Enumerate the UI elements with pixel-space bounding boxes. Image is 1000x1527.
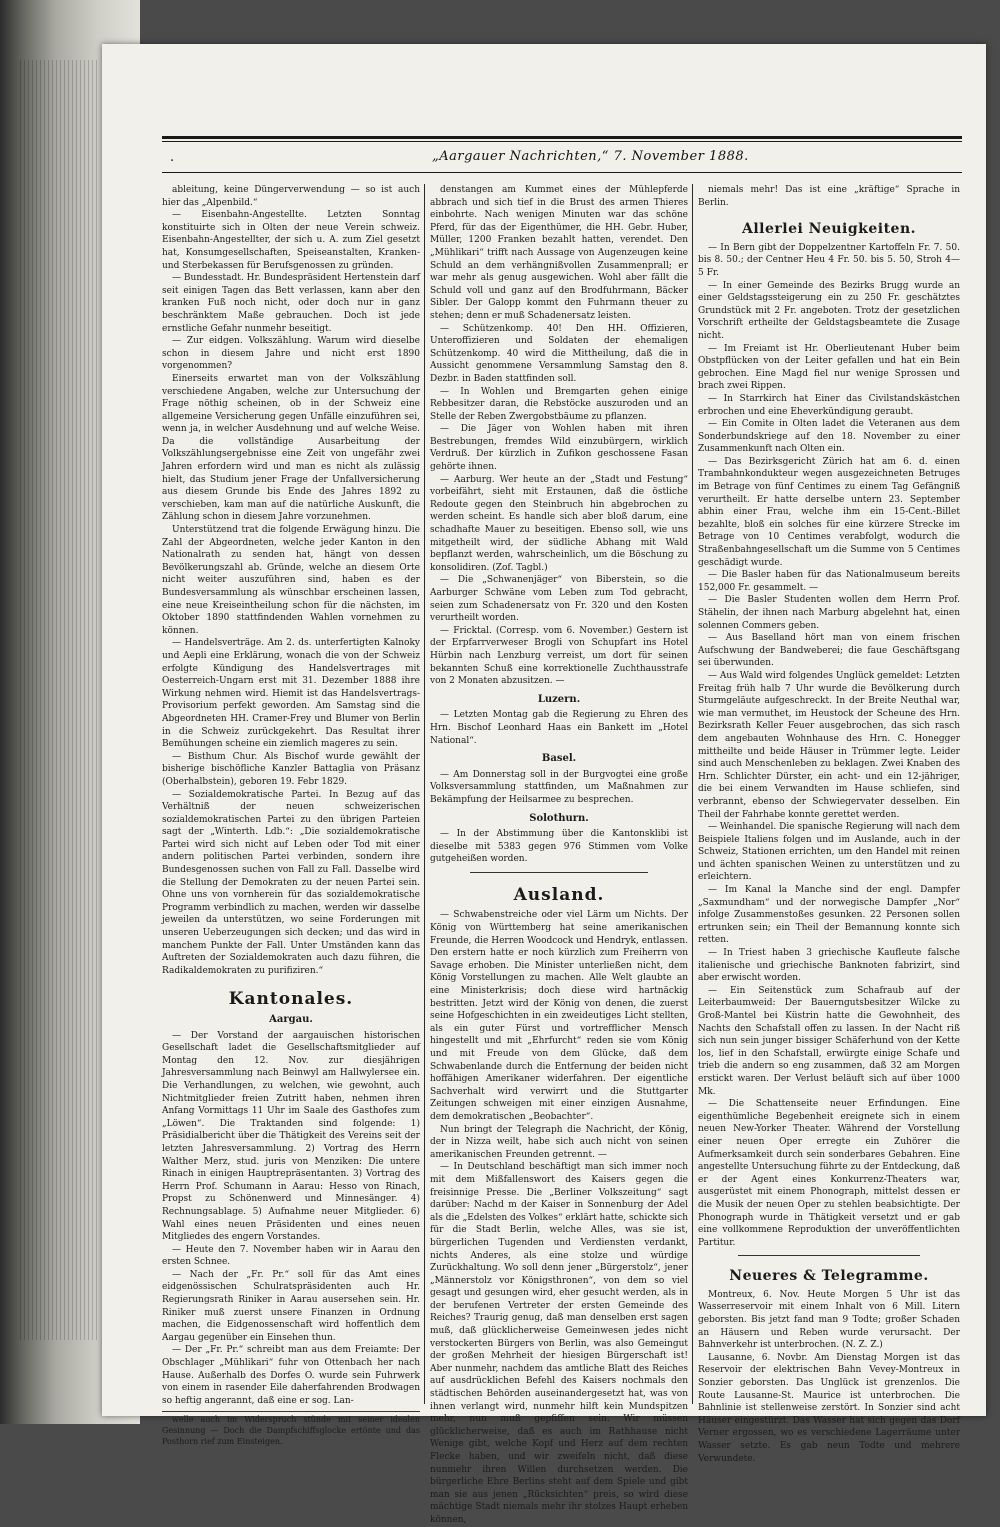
article-text: — Ein Comite in Olten ladet die Veteranen aus dem Sonderbundskriege auf den 18. November zu einer Zusammenkunft nach Olten ein. (698, 419, 960, 455)
article-text: — Der „Fr. Pr.“ schreibt man aus dem Freiamte: Der Obschlager „Mühlikari“ fuhr von Ottenbach her nach Hause. Außerhalb des Dorfes O. wurde sein Fuhrwerk von einem in rasender Eile daherfahrenden Brodwagen so heftig angerannt, daß eine er sog. Lan- (162, 1345, 420, 1406)
article-text: — Die Basler Studenten wollen dem Herrn Prof. Stähelin, der ihnen nach Marburg abgelehnt hat, einen solennen Commers geben. (698, 595, 960, 631)
article-text: — Bisthum Chur. Als Bischof wurde gewählt der bisherige bischöfliche Kanzler Battaglia von Präsanz (Oberhalbstein), geboren 19. Febr 1829. (162, 751, 420, 787)
article-text: — In Triest haben 3 griechische Kaufleute falsche italienische und griechische Banknoten fabrizirt, sind aber erwischt worden. (698, 948, 960, 984)
article-text: — Die „Schwanenjäger“ von Biberstein, so die Aarburger Schwäne vom Leben zum Tod gebracht, seien zum Schadenersatz von Fr. 320 und den Kosten verurtheilt worden. (430, 575, 688, 624)
article-text: denstangen am Kummet eines der Mühlepferde abbrach und sich tief in die Brust des armen Thieres einbohrte. Nach wenigen Minuten war das schöne Pferd, für das der Eigenthümer, die HH. Gebr. Huber, Müller, 1200 Franken bezahlt hatten, verendet. Den „Mühlikari“ trifft nach Aussage von Augenzeugen keine Schuld an dem verhängnißvollen Zusammenprall; er war mehr als genug ausgewichen. Wohl aber fällt die Schuld voll und ganz auf den Brodfuhrmann, Bäcker Sibler. Der Galopp kommt den Fuhrmann theuer zu stehen; denn er muß Schadenersatz leisten. (430, 185, 688, 321)
article-text: — Der Vorstand der aargauischen historischen Gesellschaft ladet die Gesellschaftsmitglieder auf Montag den 12. Nov. zur diesjährigen Jahresversammlung nach Beinwyl am Hallwylersee ein. Die Verhandlungen, zu welchen, wie gewohnt, auch Nichtmitglieder freien Zutritt haben, nehmen ihren Anfang Vormittags 11 Uhr im Saale des Gasthofes zum „Löwen“. Die Traktanden sind folgende: 1) Präsidialbericht über die Thätigkeit des Vereins seit der letzten Jahresversammlung. 2) Vortrag des Herrn Walther Merz, stud. juris von Menziken: Die untere Rinach in einigen Hauptrepräsentanten. 3) Vortrag des Herrn Prof. Schumann in Aarau: Hesso von Rinach, Propst zu Schönenwerd und Minnesänger. 4) Rechnungsablage. 5) Aufnahme neuer Mitglieder. 6) Wahl eines neuen Präsidenten und eines neuen Mitgliedes des engern Vorstandes. (162, 1030, 420, 1243)
article-text: — Im Freiamt ist Hr. Oberlieutenant Huber beim Obstpflücken von der Leiter gefallen und hat ein Bein gebrochen. Eine Magd fiel nur wenige Sprossen und brach zwei Rippen. (698, 343, 960, 392)
article-text: — Die Basler haben für das Nationalmuseum bereits 152,000 Fr. gesammelt. — (698, 570, 960, 593)
header-top-thin-rule (162, 141, 962, 142)
article-text: — Handelsverträge. Am 2. ds. unterfertigten Kalnoky und Aepli eine Erklärung, wonach die von der Schweiz erfolgte Kündigung des Handelsvertrages mit Oesterreich-Ungarn erst mit 31. Dezember 1888 ihre Wirkung nehmen wird. Hiemit ist das Handelsvertrags-Provisorium perfekt geworden. Am Samstag sind die Abgeordneten HH. Cramer-Frey und Blumer von Berlin in die Schweiz zurückgekehrt. Das Resultat ihrer Bemühungen scheine ein ziemlich mageres zu sein. (162, 638, 420, 750)
section-heading-allerlei: Allerlei Neuigkeiten. (741, 221, 917, 238)
article-text: — Weinhandel. Die spanische Regierung will nach dem Beispiele Italiens folgen und im Auslande, auch in der Schweiz, Stationen errichten, um den Handel mit reinen und ächten spanischen Weinen zu unterstützen und zu erleichtern. (698, 822, 960, 883)
section-heading-kantonales: Kantonales. (228, 989, 354, 1010)
article-text: — Aarburg. Wer heute an der „Stadt und Festung“ vorbeifährt, sieht mit Erstaunen, daß die östliche Redoute gegen den Steinbruch hin abgebrochen zu werden scheint. Es handle sich aber bloß darum, eine schadhafte Mauer zu beseitigen. Ebenso soll, wie uns mitgetheilt wird, der südliche Abhang mit Wald bepflanzt werden, wahrscheinlich, um die Böschung zu konsolidiren. (Zof. Tagbl.) (430, 474, 688, 573)
column-1 (162, 184, 420, 1447)
article-text: ableitung, keine Düngerverwendung — so ist auch hier das „Alpenbild.“ (162, 185, 420, 208)
section-heading-ausland: Ausland. (513, 884, 605, 905)
article-text: niemals mehr! Das ist eine „kräftige“ Sprache in Berlin. (698, 185, 960, 208)
subheading-aargau: Aargau. (269, 1014, 313, 1025)
article-text: — Schwabenstreiche oder viel Lärm um Nichts. Der König von Württemberg hat seine amerikanischen Freunde, die Herren Woodcock und Hendryk, entlassen. Den erstern hatte er noch kürzlich zum Freiherrn von Savage erhoben. Die Minister unterließen nicht, dem König Vorstellungen zu machen. Alle Welt glaubte an eine Ministerkrisis; doch diese wird hartnäckig bestritten. Jetzt wird der König von denen, die zuerst seine Hofgeschichten in ein zweideutiges Licht stellten, als ein guter Fürst und vortrefflicher Mensch hingestellt und mit „Ehrfurcht“ reden sie vom König und mit Freude von dem Glücke, daß dem Schwabenlande durch die Entfernung der beiden nicht hoffähigen Amerikaner widerfahren. Der eigentliche Sachverhalt wird verwirrt und die Stuttgarter Zeitungen schweigen mit einer einzigen Ausnahme, dem demokratischen „Beobachter“. (430, 910, 688, 1122)
column-divider (692, 184, 693, 1404)
article-text: Montreux, 6. Nov. Heute Morgen 5 Uhr ist das Wasserreservoir mit einem Inhalt von 6 Mill. Litern geborsten. Bis jetzt fand man 9 Todte; großer Schaden an Häusern und Reben wurde verursacht. Der Bahnverkehr ist unterbrochen. (N. Z. Z.) (698, 1289, 960, 1351)
article-text: — Nach der „Fr. Pr.“ soll für das Amt eines eidgenössischen Schulratspräsidenten auch Hr. Regierungsrath Riniker in Aarau ausersehen sein. Hr. Riniker muß zuerst unsere Finanzen in Ordnung machen, die Eidgenossenschaft wird hoffentlich dem Aargau gegenüber ein Einsehen thun. (162, 1269, 420, 1343)
article-text: — Die Jäger von Wohlen haben mit ihren Bestrebungen, fremdes Wild einzubürgern, wirklich Verdruß. Der kürzlich in Zufikon geschossene Fasan gehörte ihnen. (430, 424, 688, 473)
newspaper-page (102, 44, 986, 1525)
header-marker: . (170, 150, 175, 165)
subheading-solothurn: Solothurn. (529, 812, 589, 824)
article-text: Lausanne, 6. Novbr. Am Dienstag Morgen ist das Reservoir der elektrischen Bahn Vevey-Montreux in Sonzier geborsten. Das Unglück ist grenzenlos. Die Route Lausanne-St. Maurice ist unterbrochen. Die Bahnlinie ist stellenweise zerstört. In Sonzier sind acht Häuser eingestürzt. Das Wasser hat sich gegen das Dorf Verner ergossen, wo es verschiedene Lagerräume unter Wasser setzte. Es gab neun Todte und mehrere Verwundete. (698, 1352, 960, 1464)
article-text: — Schützenkomp. 40! Den HH. Offizieren, Unteroffizieren und Soldaten der ehemaligen Schützenkomp. 40 wird die Mittheilung, daß die in Aussicht genommene Versammlung Samstag den 8. Dezbr. in Baden stattfinden soll. (430, 323, 688, 384)
article-text: — Letzten Montag gab die Regierung zu Ehren des Hrn. Bischof Leonhard Haas ein Bankett im „Hotel National“. (430, 710, 688, 746)
page-header (162, 144, 962, 170)
article-text: — Zur eidgen. Volkszählung. Warum wird dieselbe schon in diesem Jahre und nicht erst 1890 vorgenommen? (162, 336, 420, 372)
article-text: — Aus Wald wird folgendes Unglück gemeldet: Letzten Freitag früh halb 7 Uhr wurde die Bevölkerung durch Sturmgeläute aufgeschreckt. In der Breite Neuthal war, wie man vermuthet, im Heustock der Scheune des Hrn. Bezirksrath Keller Feuer ausgebrochen, das sich rasch dem angebauten Wohnhause des Hrn. C. Honegger mittheilte und beide Häuser in Trümmer legte. Leider sind auch Menschenleben zu beklagen. Zwei Knaben des Hrn. Schlichter Dürster, ein acht- und ein 12-jähriger, die bei einem Verwandten im Hause schliefen, sind verbrannt, ebenso der Schwiegervater desselben. Ein Theil der Fahrhabe konnte gerettet werden. (698, 670, 960, 820)
article-text: Unterstützend trat die folgende Erwägung hinzu. Die Zahl der Abgeordneten, welche jeder Kanton in den Nationalrath zu senden hat, hängt von dessen Bevölkerungszahl ab. Gründe, welche an diesem Orte nicht weiter auszuführen sind, haben es der Bundesversammlung als wünschbar erscheinen lassen, eine neue Kreiseintheilung schon für die nächsten, im Oktober 1890 stattfindenden Wahlen vornehmen zu können. (162, 525, 420, 636)
article-text: — Die Schattenseite neuer Erfindungen. Eine eigenthümliche Begebenheit ereignete sich in einem neuen New-Yorker Theater. Während der Vorstellung einer neuen Oper erregte ein Zuhörer die Aufmerksamkeit durch sein sonderbares Gebahren. Eine angestellte Untersuchung führte zu der Entdeckung, daß er der Agent eines Konkurrenz-Theaters war, ausgerüstet mit einem Phonograph, mittelst dessen er die Musik der neuen Oper zu stehlen beabsichtigte. Der Phonograph wurde in Thätigkeit versetzt und er gab eine vollkommene Reproduktion der unveröffentlichten Partitur. (698, 1099, 960, 1248)
article-text: — In der Abstimmung über die Kantonsklibi ist dieselbe mit 5383 gegen 976 Stimmen vom Volke gutgeheißen worden. (430, 829, 688, 865)
subheading-basel: Basel. (541, 753, 577, 765)
section-divider (470, 872, 648, 873)
section-divider (738, 1255, 920, 1256)
article-text: — Eisenbahn-Angestellte. Letzten Sonntag konstituirte sich in Olten der neue Verein schweiz. Eisenbahn-Angestellter, der sich u. A. zum Ziel gesetzt hat, Konsumgesellschaften, Speiseanstalten, Kranken- und Sterbekassen für Berufsgenossen zu gründen. (162, 210, 420, 271)
article-text: — Im Kanal la Manche sind der engl. Dampfer „Saxmundham“ und der norwegische Dampfer „Nor“ infolge Zusammenstoßes gesunken. 22 Personen sollen ertrunken sein; ein Theil der Bemannung konnte sich retten. (698, 885, 960, 946)
article-text: — In Wohlen und Bremgarten gehen einige Rebbesitzer daran, die Rebstöcke auszuroden und an Stelle der Reben Zwergobstbäume zu pflanzen. (430, 386, 688, 422)
article-text: — In Deutschland beschäftigt man sich immer noch mit dem Mißfallenswort des Kaisers gegen die freisinnige Presse. Die „Berliner Volkszeitung“ sagt darüber: Nachd m der Kaiser in Sonnenburg der Adel als die „Edelsten des Volkes“ erklärt hatte, schickte sich für die Stadt Berlin, welche Alles, was sie ist, bürgerlichen Tugenden und Verdiensten verdankt, nichts Anderes, als eine stolze und würdige Zurückhaltung. Wo soll denn jener „Bürgerstolz“, jener „Männerstolz vor Königsthronen“, von dem so viel gesagt und gesungen wird, eher gesucht werden, als in der berufenen Vertreter der ersten Gemeinde des Reiches? Traurig genug, daß man denselben erst sagen muß, daß glücklicherweise Gemeinwesen jedes nicht verstockerten Bürgers von Berlin, was also Gemeingut der großen Mehrheit der hiesigen Bürgerschaft ist! Aber nunmehr, nachdem das amtliche Blatt des Reiches auf ausdrücklichen Befehl des Kaisers nochmals den städtischen Behörden auseinandergesetzt hat, was von ihnen verlangt wird, nunmehr hilft kein Mundspitzen mehr, nun muß gepfiffen sein. Wir müssen glücklicherweise, daß es auch im Rathhause nicht Wenige gibt, welche Kopf und Herz auf dem rechten Flecke haben, und wir zweifeln nicht, daß diese nunmehr ihren Willen durchsetzen werden. Die bürgerliche Ehre Berlins steht auf dem Spiele und gibt man sie aus jenen „Rücksichten“ preis, so wird diese mächtige Stadt niemals mehr ihr stolzes Haupt erheben können, (430, 1162, 688, 1525)
article-text: — Am Donnerstag soll in der Burgvogtei eine große Volksversammlung stattfinden, um Maßnahmen zur Bekämpfung der Heilsarmee zu besprechen. (430, 769, 688, 805)
article-text: — Sozialdemokratische Partei. In Bezug auf das Verhältniß der neuen schweizerischen sozialdemokratischen Partei zu den übrigen Parteien sagt der „Winterth. Ldb.“: „Die sozialdemokratische Partei wird sich nicht auf Leben oder Tod mit einer andern politischen Partei verbinden, sondern ihre Bundesgenossen suchen von Fall zu Fall. Dasselbe wird die Stellung der Demokraten zu der neuen Partei sein. Ohne uns von vornherein für das sozialdemokratische Programm verbindlich zu machen, werden wir dasselbe jeweilen da unterstützen, wo seine Forderungen mit unseren Ueberzeugungen sich decken; und das wird in manchem Punkte der Fall. Unter Umständen kann das Auftreten der Sozialdemokraten auch dazu führen, die Radikaldemokraten zu purifiziren.“ (162, 789, 420, 976)
header-title: „Aargauer Nachrichten,“ 7. November 1888. (432, 149, 749, 164)
column-divider (424, 184, 425, 1404)
page-stack-lines (20, 60, 100, 1340)
article-text: Nun bringt der Telegraph die Nachricht, der König, der in Nizza weilt, habe sich auch nicht von seinen amerikanischen Freunden getrennt. — (430, 1124, 688, 1160)
article-text: — Fricktal. (Corresp. vom 6. November.) Gestern ist der Erpfarrverweser Brogli von Schupfart ins Hotel Hürbin nach Lenzburg verreist, um dort für seinen bekannten Schuß eine korrektionelle Zuchthausstrafe von 2 Monaten abzusitzen. — (430, 625, 688, 687)
article-text: — Aus Baselland hört man von einem frischen Aufschwung der Bandweberei; die faue Geschäftsgang sei überwunden. (698, 633, 960, 669)
subheading-luzern: Luzern. (537, 693, 581, 705)
header-top-rule (162, 136, 962, 139)
column-3 (698, 184, 960, 1464)
article-text: — In einer Gemeinde des Bezirks Brugg wurde an einer Geldstagssteigerung ein zu 250 Fr. geschätztes Grundstück mit 2 Fr. angeboten. Trotz der gesetzlichen Vorschrift ertheilte der Geldstagsbeamtete die Zusage nicht. (698, 280, 960, 341)
footnote-text: welle auch im Widerspruch stünde mit seiner idealen Gesinnung — Doch die Dampfschiffsglocke ertönte und das Posthorn rief zum Einsteigen. (162, 1411, 420, 1447)
article-text: — Das Bezirksgericht Zürich hat am 6. d. einen Trambahnkondukteur wegen ausgezeichneten Betruges im Betrage von fünf Centimes zu einem Tag Gefängniß verurtheilt. Er hatte derselbe untern 23. September abhin einer Frau, welche ihm ein 15-Cent.-Billet bezahlte, bloß ein solches für eine kürzere Strecke im Betrage von 10 Centimes verabfolgt, wodurch die Straßenbahngesellschaft um die Summe von 5 Centimes geschädigt wurde. (698, 456, 960, 568)
header-bottom-rule (162, 172, 962, 173)
article-text: — Heute den 7. November haben wir in Aarau den ersten Schnee. (162, 1244, 420, 1268)
column-2 (430, 184, 688, 1525)
article-text: — Bundesstadt. Hr. Bundespräsident Hertenstein darf seit einigen Tagen das Bett verlassen, kann aber den kranken Fuß noch nicht, oder doch nur in ganz beschränktem Maße gebrauchen. Doch ist jede ernstliche Gefahr nunmehr beseitigt. (162, 273, 420, 334)
article-text: Einerseits erwartet man von der Volkszählung verschiedene Angaben, welche zur Untersuchung der Frage nöthig scheinen, ob in der Schweiz eine allgemeine Versicherung gegen Unfälle einzuführen sei, wenn ja, in welcher Ausdehnung und auf welche Weise. Da die vollständige Ausarbeitung der Volkszählungsergebnisse eine Zeit von ungefähr zwei Jahren erfordern wird und man es nicht als zulässig hielt, das Studium jener Frage der Unfallversicherung aus diesem Grunde bis Ende des Jahres 1892 zu verschieben, kam man auf die natürliche Auskunft, die Zählung schon in diesem Jahre vorzunehmen. (162, 373, 420, 523)
article-text: — In Starrkirch hat Einer das Civilstandskästchen erbrochen und eine Eheverkündigung geraubt. (698, 393, 960, 417)
article-text: — In Bern gibt der Doppelzentner Kartoffeln Fr. 7. 50. bis 8. 50.; der Centner Heu 4 Fr. 50. bis 5. 50, Stroh 4—5 Fr. (698, 242, 960, 278)
article-text: — Ein Seitenstück zum Schafraub auf der Leiterbaumweid: Der Bauerngutsbesitzer Wilcke zu Groß-Mantel bei Küstrin hatte die Gewohnheit, des Nachts den Schafstall offen zu lassen. In der Nacht riß sich nun sein junger bissiger Schäferhund von der Kette los, lief in den Schafstall, erwürgte einige Schafe und trieb die andern so eng zusammen, daß 32 am Morgen erstickt waren. Der Verlust beläuft sich auf über 1000 Mk. (698, 985, 960, 1097)
section-heading-telegramme: Neueres & Telegramme. (729, 1268, 929, 1285)
